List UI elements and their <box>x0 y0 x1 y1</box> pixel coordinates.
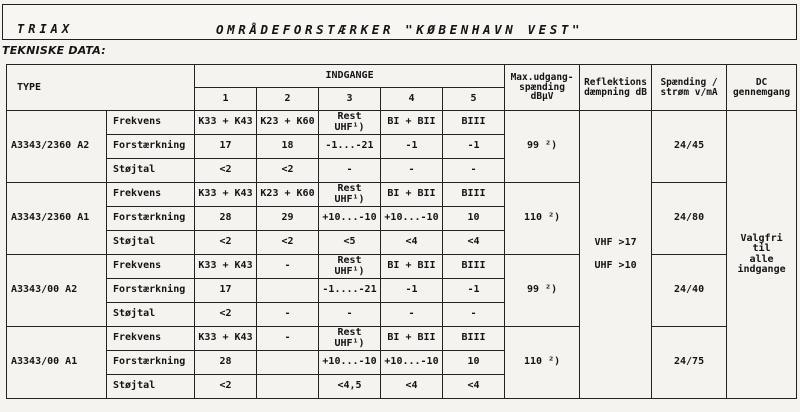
table-cell: BIII <box>443 111 505 135</box>
row-label: Støjtal <box>107 375 195 399</box>
voltage-header: Spænding / strøm v/mA <box>652 65 727 111</box>
table-cell: 28 <box>195 207 257 231</box>
row-label: Forstærkning <box>107 207 195 231</box>
row-label: Forstærkning <box>107 351 195 375</box>
table-cell: -1....-21 <box>319 279 381 303</box>
reflection-header: Reflektions dæmpning dB <box>580 65 652 111</box>
header-row-1 <box>7 65 797 88</box>
table-cell: BI + BII <box>381 255 443 279</box>
table-cell: K33 + K43 <box>195 255 257 279</box>
voltage-value: 24/45 <box>652 111 727 183</box>
type-name: A3343/00 A1 <box>7 327 107 399</box>
table-cell: BI + BII <box>381 111 443 135</box>
table-cell: <2 <box>195 231 257 255</box>
table-cell: -1...-21 <box>319 135 381 159</box>
table-cell: <4 <box>381 231 443 255</box>
reflection-vhf: VHF >17 <box>594 237 637 248</box>
inputs-header: INDGANGE <box>195 65 505 88</box>
table-cell: - <box>381 159 443 183</box>
table-cell: - <box>257 327 319 351</box>
table-cell: +10...-10 <box>319 207 381 231</box>
table-cell: - <box>319 303 381 327</box>
table-cell: BIII <box>443 255 505 279</box>
type-name: A3343/00 A2 <box>7 255 107 327</box>
table-cell: Rest UHF¹) <box>319 183 381 207</box>
table-cell: <2 <box>195 303 257 327</box>
row-label: Frekvens <box>107 327 195 351</box>
voltage-value: 24/40 <box>652 255 727 327</box>
technical-data-table <box>6 64 797 399</box>
table-cell: 29 <box>257 207 319 231</box>
table-cell: - <box>381 303 443 327</box>
table-cell: <2 <box>257 159 319 183</box>
table-cell: <5 <box>319 231 381 255</box>
brand-name: TRIAX <box>17 22 74 36</box>
table-cell: -1 <box>381 279 443 303</box>
row-label: Forstærkning <box>107 279 195 303</box>
document-title: OMRÅDEFORSTÆRKER "KØBENHAVN VEST" <box>216 22 584 37</box>
row-label: Frekvens <box>107 183 195 207</box>
table-cell: Rest UHF¹) <box>319 111 381 135</box>
table-row <box>7 111 797 135</box>
input-number: 4 <box>381 88 443 111</box>
table-row <box>7 255 797 279</box>
table-cell: 17 <box>195 279 257 303</box>
table-cell: 18 <box>257 135 319 159</box>
table-cell: K33 + K43 <box>195 183 257 207</box>
table-cell: <2 <box>195 375 257 399</box>
row-label: Frekvens <box>107 111 195 135</box>
max-output-value: 99 ²) <box>505 255 580 327</box>
table-cell: - <box>257 255 319 279</box>
input-number: 3 <box>319 88 381 111</box>
table-cell: -1 <box>381 135 443 159</box>
table-cell: Rest UHF¹) <box>319 327 381 351</box>
table-cell: +10...-10 <box>381 207 443 231</box>
max-output-value: 110 ²) <box>505 183 580 255</box>
input-number: 1 <box>195 88 257 111</box>
table-cell: K33 + K43 <box>195 327 257 351</box>
section-heading: TEKNISKE DATA: <box>2 44 106 57</box>
table-cell: BI + BII <box>381 327 443 351</box>
type-header: TYPE <box>7 65 195 111</box>
table-cell: -1 <box>443 279 505 303</box>
table-cell: <4 <box>443 231 505 255</box>
row-label: Støjtal <box>107 231 195 255</box>
table-cell: 17 <box>195 135 257 159</box>
row-label: Forstærkning <box>107 135 195 159</box>
max-output-header: Max.udgang- spænding dBμV <box>505 65 580 111</box>
table-row <box>7 327 797 351</box>
type-name: A3343/2360 A1 <box>7 183 107 255</box>
input-number: 2 <box>257 88 319 111</box>
table-cell: <4 <box>443 375 505 399</box>
table-cell: BIII <box>443 327 505 351</box>
dc-line: til <box>752 243 771 254</box>
row-label: Frekvens <box>107 255 195 279</box>
table-cell: - <box>443 159 505 183</box>
table-cell: +10...-10 <box>319 351 381 375</box>
max-output-value: 99 ²) <box>505 111 580 183</box>
dc-value <box>727 111 797 399</box>
table-cell: - <box>257 303 319 327</box>
table-cell: +10...-10 <box>381 351 443 375</box>
table-cell: BIII <box>443 183 505 207</box>
dc-line: alle <box>749 253 774 265</box>
table-row <box>7 183 797 207</box>
document-header <box>2 4 797 40</box>
table-cell: - <box>443 303 505 327</box>
row-label: Støjtal <box>107 303 195 327</box>
dc-line: indgange <box>737 264 786 275</box>
table-cell: 10 <box>443 351 505 375</box>
reflection-value <box>580 111 652 399</box>
table-cell: <2 <box>195 159 257 183</box>
table-cell: <2 <box>257 231 319 255</box>
type-name: A3343/2360 A2 <box>7 111 107 183</box>
input-number: 5 <box>443 88 505 111</box>
table-cell: K23 + K60 <box>257 183 319 207</box>
max-output-value: 110 ²) <box>505 327 580 399</box>
table-cell: K23 + K60 <box>257 111 319 135</box>
voltage-value: 24/80 <box>652 183 727 255</box>
table-cell: K33 + K43 <box>195 111 257 135</box>
table-cell <box>257 279 319 303</box>
table-cell: 28 <box>195 351 257 375</box>
dc-line: Valgfri <box>740 232 783 244</box>
table-cell: 10 <box>443 207 505 231</box>
table-cell: <4,5 <box>319 375 381 399</box>
table-cell <box>257 375 319 399</box>
table-cell: -1 <box>443 135 505 159</box>
reflection-uhf: UHF >10 <box>594 259 637 271</box>
table-cell: - <box>319 159 381 183</box>
voltage-value: 24/75 <box>652 327 727 399</box>
dc-header: DC gennemgang <box>727 65 797 111</box>
table-cell: <4 <box>381 375 443 399</box>
table-cell: Rest UHF¹) <box>319 255 381 279</box>
row-label: Støjtal <box>107 159 195 183</box>
table-cell <box>257 351 319 375</box>
table-cell: BI + BII <box>381 183 443 207</box>
